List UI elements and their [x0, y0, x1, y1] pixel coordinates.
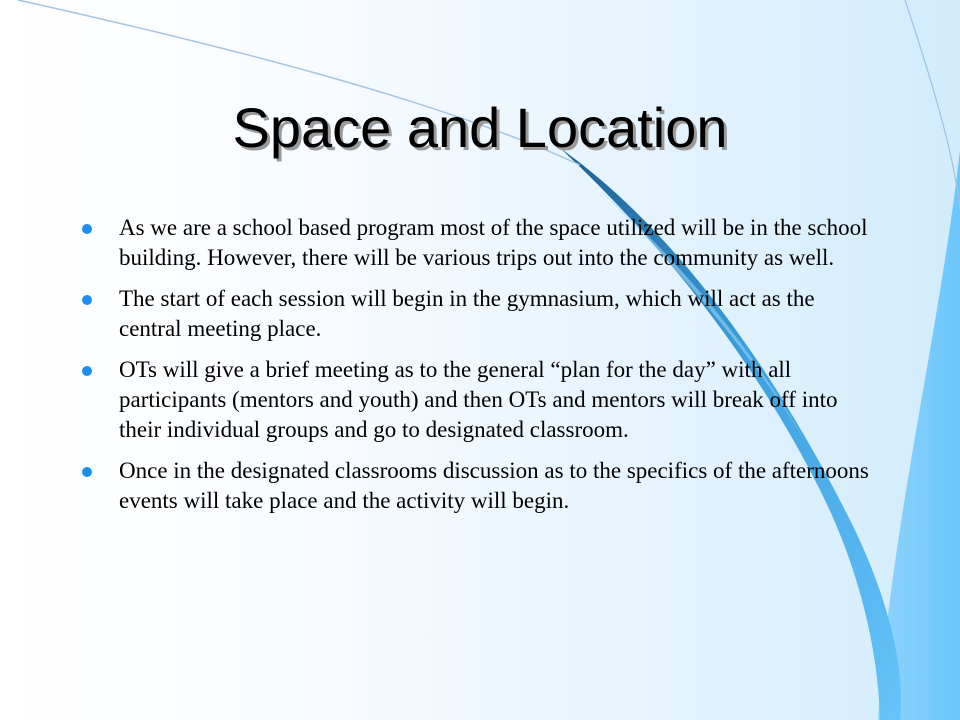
bullet-item [78, 456, 878, 516]
bullet-dot-icon [82, 467, 92, 477]
bullet-list [78, 213, 878, 527]
bullet-item [78, 213, 878, 273]
bullet-item [78, 355, 878, 445]
bullet-text: OTs will give a brief meeting as to the general “plan for the day” with all participants (mentors and youth) and then OTs and mentors will break off into their individual groups and go to designated classroom. [119, 357, 838, 442]
bullet-text: As we are a school based program most of the space utilized will be in the school building. However, there will be various trips out into the community as well. [119, 215, 868, 270]
bullet-dot-icon [82, 366, 92, 376]
slide-title: Space and Location [232, 96, 728, 159]
bullet-text: The start of each session will begin in the gymnasium, which will act as the central meeting place. [119, 286, 815, 341]
bullet-dot-icon [82, 224, 92, 234]
bullet-dot-icon [82, 295, 92, 305]
bullet-item [78, 284, 878, 344]
bullet-text: Once in the designated classrooms discussion as to the specifics of the afternoons events will take place and the activity will begin. [119, 458, 869, 513]
